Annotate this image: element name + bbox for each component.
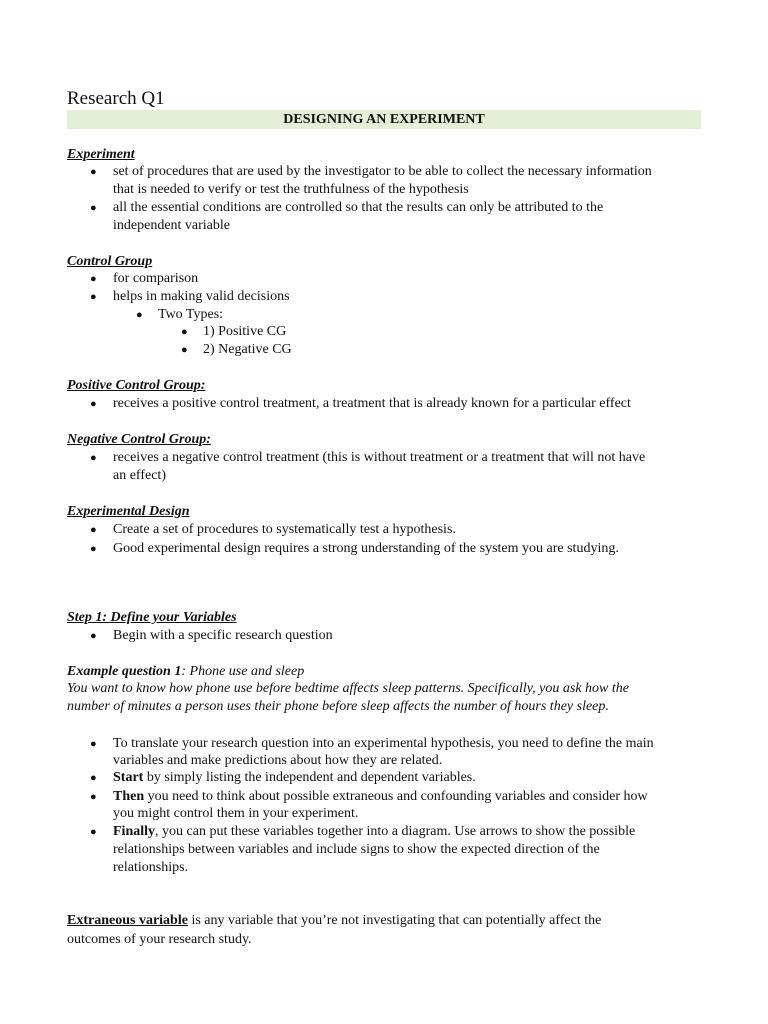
bullet-icon: ● — [90, 772, 97, 784]
steps-bullet-4-line-2: relationships between variables and include signs to show the expected direction of the — [113, 842, 600, 857]
control-group-sub-bullet: Two Types: — [158, 307, 224, 322]
bullet-icon: ● — [90, 398, 97, 410]
control-group-bullet-2: helps in making valid decisions — [113, 289, 290, 304]
bullet-icon: ● — [90, 291, 97, 303]
positive-cg-bullet: receives a positive control treatment, a treatment that is already known for a particular effect — [113, 396, 631, 411]
section-banner: DESIGNING AN EXPERIMENT — [67, 110, 701, 129]
negative-cg-bullet-line-1: receives a negative control treatment (this is without treatment or a treatment that will not have — [113, 450, 646, 465]
bullet-icon: ● — [90, 630, 97, 642]
steps-bullet-4-bold: Finally — [113, 824, 156, 839]
bullet-icon: ● — [90, 826, 97, 838]
extraneous-definition-line-1 — [67, 912, 601, 930]
experiment-bullet-1-line-2: that is needed to verify or test the truthfulness of the hypothesis — [113, 182, 469, 197]
experimental-design-heading: Experimental Design — [67, 504, 190, 519]
negative-cg-heading: Negative Control Group: — [67, 432, 211, 447]
control-group-type-1: 1) Positive CG — [203, 324, 287, 339]
bullet-icon: ● — [136, 309, 143, 321]
experimental-design-bullet-1: Create a set of procedures to systematically test a hypothesis. — [113, 522, 456, 537]
experiment-heading: Experiment — [67, 147, 135, 162]
experiment-bullet-2-line-2: independent variable — [113, 218, 231, 233]
experiment-bullet-2-line-1: all the essential conditions are controlled so that the results can only be attributed to the — [113, 200, 604, 215]
bullet-icon: ● — [181, 344, 188, 356]
example-question-line-2: number of minutes a person uses their phone before sleep affects the number of hours they sleep. — [67, 699, 609, 714]
control-group-bullet-1: for comparison — [113, 271, 199, 286]
bullet-icon: ● — [90, 273, 97, 285]
extraneous-definition-rest: is any variable that you’re not investigating that can potentially affect the — [187, 913, 602, 928]
bullet-icon: ● — [90, 524, 97, 536]
steps-bullet-1-line-2: variables and make predictions about how they are related. — [113, 753, 443, 768]
bullet-icon: ● — [90, 791, 97, 803]
bullet-icon: ● — [90, 738, 97, 750]
step1-bullet: Begin with a specific research question — [113, 628, 333, 643]
experiment-bullet-1-line-1: set of procedures that are used by the investigator to be able to collect the necessary information — [113, 164, 652, 179]
steps-bullet-1-line-1: To translate your research question into an experimental hypothesis, you need to define the main — [113, 736, 654, 751]
steps-bullet-3-rest: you need to think about possible extraneous and confounding variables and consider how — [144, 789, 648, 804]
steps-bullet-4-rest: , you can put these variables together into a diagram. Use arrows to show the possible — [155, 824, 636, 839]
steps-bullet-3-line-1 — [113, 788, 648, 806]
steps-bullet-4-line-3: relationships. — [113, 860, 189, 875]
example-question-topic: : Phone use and sleep — [181, 664, 305, 679]
bullet-icon: ● — [90, 543, 97, 555]
steps-bullet-3-bold: Then — [113, 789, 145, 804]
extraneous-term: Extraneous variable — [67, 913, 188, 928]
steps-bullet-2-rest: by simply listing the independent and dependent variables. — [143, 770, 476, 785]
steps-bullet-2-bold: Start — [113, 770, 144, 785]
steps-bullet-2 — [113, 769, 476, 787]
steps-bullet-4-line-1 — [113, 823, 635, 841]
example-question-label: Example question 1 — [67, 664, 182, 679]
positive-cg-heading: Positive Control Group: — [67, 378, 206, 393]
example-question-line-1: You want to know how phone use before bedtime affects sleep patterns. Specifically, you ask how the — [67, 681, 629, 696]
step1-heading: Step 1: Define your Variables — [67, 610, 237, 625]
control-group-type-2: 2) Negative CG — [203, 342, 292, 357]
bullet-icon: ● — [181, 326, 188, 338]
bullet-icon: ● — [90, 166, 97, 178]
bullet-icon: ● — [90, 452, 97, 464]
negative-cg-bullet-line-2: an effect) — [113, 468, 166, 483]
experimental-design-bullet-2: Good experimental design requires a strong understanding of the system you are studying. — [113, 541, 619, 556]
extraneous-definition-line-2: outcomes of your research study. — [67, 932, 252, 947]
steps-bullet-3-line-2: you might control them in your experiment. — [113, 806, 359, 821]
control-group-heading: Control Group — [67, 254, 153, 269]
example-question-heading — [67, 663, 304, 681]
page-title: Research Q1 — [67, 88, 165, 109]
bullet-icon: ● — [90, 202, 97, 214]
